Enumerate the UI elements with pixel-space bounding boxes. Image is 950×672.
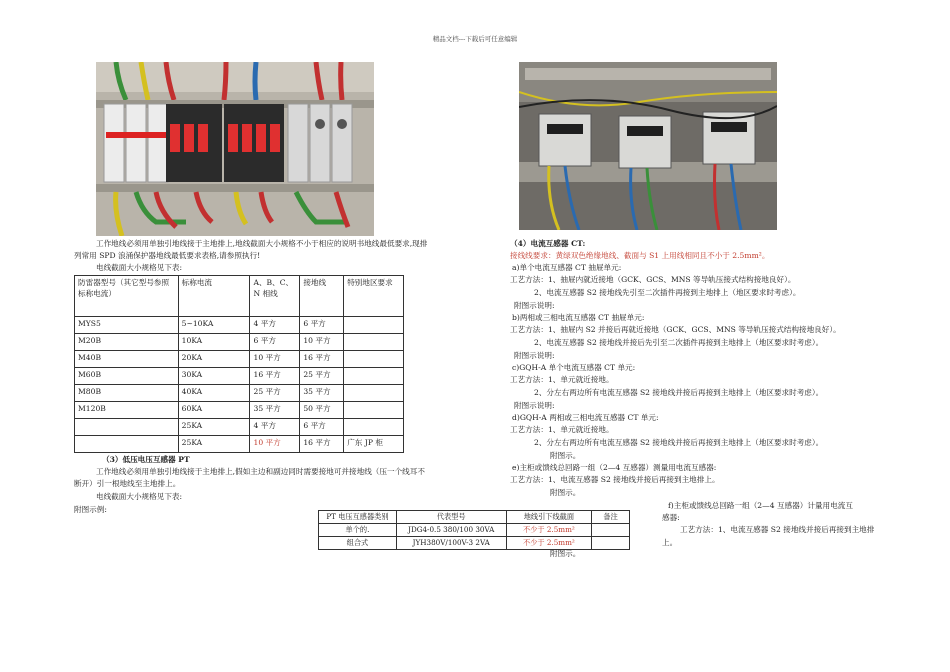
ct-d-step-1: 工艺方法：1、单元就近接地。	[510, 425, 614, 434]
table-cell	[344, 368, 404, 385]
table-cell: 10 平方	[250, 436, 300, 453]
ct-d-step-2: 2、分左右两边所有电流互感器 S2 接地线并接后再接到主地排上（地区要求时考虑）。	[534, 438, 824, 447]
table-cell	[344, 351, 404, 368]
table-cell: 10 平方	[250, 351, 300, 368]
pt-header-row	[319, 511, 630, 524]
table-row	[75, 419, 404, 436]
table-cell	[344, 402, 404, 419]
ct-e-step-1: 工艺方法：1、电流互感器 S2 接地线并接后再接到主地排上。	[510, 475, 720, 484]
ct-f-title-1: f)主柜或馈线总回路一组（2—4 互感器）计量用电流互	[668, 501, 853, 510]
table-cell: 25KA	[178, 419, 250, 436]
pt-table	[318, 510, 630, 550]
table-row	[75, 334, 404, 351]
table-row	[75, 436, 404, 453]
table-cell: M120B	[75, 402, 179, 419]
ct-a-title: a)单个电流互感器 CT 抽屉单元:	[512, 263, 622, 272]
intro-line-1: 工作地线必须用单独引地线接于主地排上,地线截面大小规格不小于相应的说明书地线最低要求,现排	[96, 239, 428, 248]
table-cell: 40KA	[178, 385, 250, 402]
table-cell: 广东 JP 柜	[344, 436, 404, 453]
ct-a-step-1: 工艺方法：1、抽屉内就近接地（GCK、GCS、MNS 等导轨压接式结构接地良好）。	[510, 275, 796, 284]
table-cell: 25 平方	[250, 385, 300, 402]
table-cell: 10KA	[178, 334, 250, 351]
ct-e-figure: 附图示。	[550, 488, 581, 497]
table-cell: MYS5	[75, 317, 179, 334]
pt-section-title: （3）低压电压互感器 PT	[102, 455, 190, 464]
table-cell	[344, 317, 404, 334]
spd-header-cell: 防雷器型号（其它型号参照标称电流）	[75, 276, 179, 317]
table-row	[319, 524, 630, 537]
table-cell: 30KA	[178, 368, 250, 385]
table-cell: 6 平方	[300, 317, 344, 334]
pt-line-2: 断开）引一根地线至主地排上。	[74, 479, 181, 488]
table-cell	[592, 524, 630, 537]
table-cell: 10 平方	[300, 334, 344, 351]
table-cell	[592, 537, 630, 550]
intro-line-2: 列常用 SPD 浪涌保护器地线最低要求表格,请参照执行!	[74, 251, 261, 260]
table-cell: 4 平方	[250, 419, 300, 436]
ct-e-title: e)主柜或馈线总回路一组（2—4 互感器）测量用电流互感器:	[512, 463, 717, 472]
ct-c-title: c)GQH-A 单个电流互感器 CT 单元:	[512, 363, 636, 372]
ct-b-title: b)两相或三相电流互感器 CT 抽屉单元:	[512, 313, 645, 322]
pt-figure-caption: 附图示。	[550, 549, 581, 558]
ct-c-step-1: 工艺方法：1、单元就近接地。	[510, 375, 614, 384]
table-caption: 电线截面大小规格见下表:	[96, 263, 183, 272]
table-cell: 60KA	[178, 402, 250, 419]
pt-line-3: 电线截面大小规格见下表:	[96, 492, 183, 501]
table-cell: 组合式	[319, 537, 397, 550]
table-cell: 25KA	[178, 436, 250, 453]
ct-d-title: d)GQH-A 两相或三相电流互感器 CT 单元:	[512, 413, 659, 422]
spd-header-row	[75, 276, 404, 317]
ct-f-step-1-cont: 上。	[662, 538, 678, 547]
table-cell: M20B	[75, 334, 179, 351]
spd-photo	[96, 62, 374, 236]
spd-header-cell: A、B、C、N 相线	[250, 276, 300, 317]
table-cell: 4 平方	[250, 317, 300, 334]
ct-f-title-2: 感器:	[662, 513, 680, 522]
ct-section-title: （4）电流互感器 CT:	[510, 239, 586, 248]
page-header: 精品文档---下载后可任意编辑	[432, 35, 518, 43]
table-cell: M80B	[75, 385, 179, 402]
table-row	[75, 351, 404, 368]
pt-header-cell: 备注	[592, 511, 630, 524]
table-row	[75, 402, 404, 419]
ct-b-step-1: 工艺方法：1、抽屉内 S2 并接后再就近接地（GCK、GCS、MNS 等导轨压接式结构接地良好）。	[510, 325, 841, 334]
ct-f-step-1: 工艺方法：1、电流互感器 S2 接地线并接后再接到主地排	[680, 525, 875, 534]
table-cell: M60B	[75, 368, 179, 385]
pt-header-cell: 代表型号	[396, 511, 506, 524]
table-row	[75, 368, 404, 385]
table-row	[319, 537, 630, 550]
table-row	[75, 317, 404, 334]
table-cell: 5~10KA	[178, 317, 250, 334]
ct-d-figure: 附图示。	[550, 451, 581, 460]
table-cell: 35 平方	[300, 385, 344, 402]
table-cell	[344, 419, 404, 436]
table-cell: 25 平方	[300, 368, 344, 385]
ct-a-figure: 附图示说明:	[514, 301, 555, 310]
ct-c-figure: 附图示说明:	[514, 401, 555, 410]
table-cell: 16 平方	[300, 351, 344, 368]
table-cell: 50 平方	[300, 402, 344, 419]
ct-requirement: 接线线要求：黄绿双色绝缘地线、截面与 S1 上用线相同且不小于 2.5mm²。	[510, 251, 770, 260]
ct-c-step-2: 2、分左右两边所有电流互感器 S2 接地线并接后再接到主地排上（地区要求时考虑）。	[534, 388, 824, 397]
pt-header-cell: 地线引下线截面	[506, 511, 592, 524]
table-cell: 不少于 2.5mm²	[506, 524, 592, 537]
spd-header-cell: 接地线	[300, 276, 344, 317]
table-row	[75, 385, 404, 402]
table-cell: 不少于 2.5mm²	[506, 537, 592, 550]
pt-line-1: 工作地线必须用单独引地线接于主地排上,假如主边和副边同时需要接地可并接地线（压一个线耳不	[96, 467, 425, 476]
pt-header-cell: PT 电压互感器类别	[319, 511, 397, 524]
table-cell: 6 平方	[300, 419, 344, 436]
ct-b-figure: 附图示说明:	[514, 351, 555, 360]
ct-photo	[519, 62, 777, 230]
spd-header-cell: 标称电流	[178, 276, 250, 317]
table-cell: 16 平方	[300, 436, 344, 453]
table-cell: 单个的.	[319, 524, 397, 537]
table-cell: M40B	[75, 351, 179, 368]
spd-header-cell: 特别地区要求	[344, 276, 404, 317]
table-cell: JDG4-0.5 380/100 30VA	[396, 524, 506, 537]
table-cell	[75, 436, 179, 453]
table-cell	[75, 419, 179, 436]
ct-b-step-2: 2、电流互感器 S2 接地线并接后先引至二次插件再接到主地排上（地区要求时考虑）。	[534, 338, 824, 347]
pt-line-4: 附图示例:	[74, 505, 107, 514]
table-cell: 20KA	[178, 351, 250, 368]
table-cell: 6 平方	[250, 334, 300, 351]
table-cell	[344, 385, 404, 402]
ct-a-step-2: 2、电流互感器 S2 接地线先引至二次插件再接到主地排上（地区要求时考虑）。	[534, 288, 801, 297]
table-cell	[344, 334, 404, 351]
table-cell: 35 平方	[250, 402, 300, 419]
spd-table	[74, 275, 404, 453]
table-cell: 16 平方	[250, 368, 300, 385]
table-cell: JYH380V/100V-3 2VA	[396, 537, 506, 550]
